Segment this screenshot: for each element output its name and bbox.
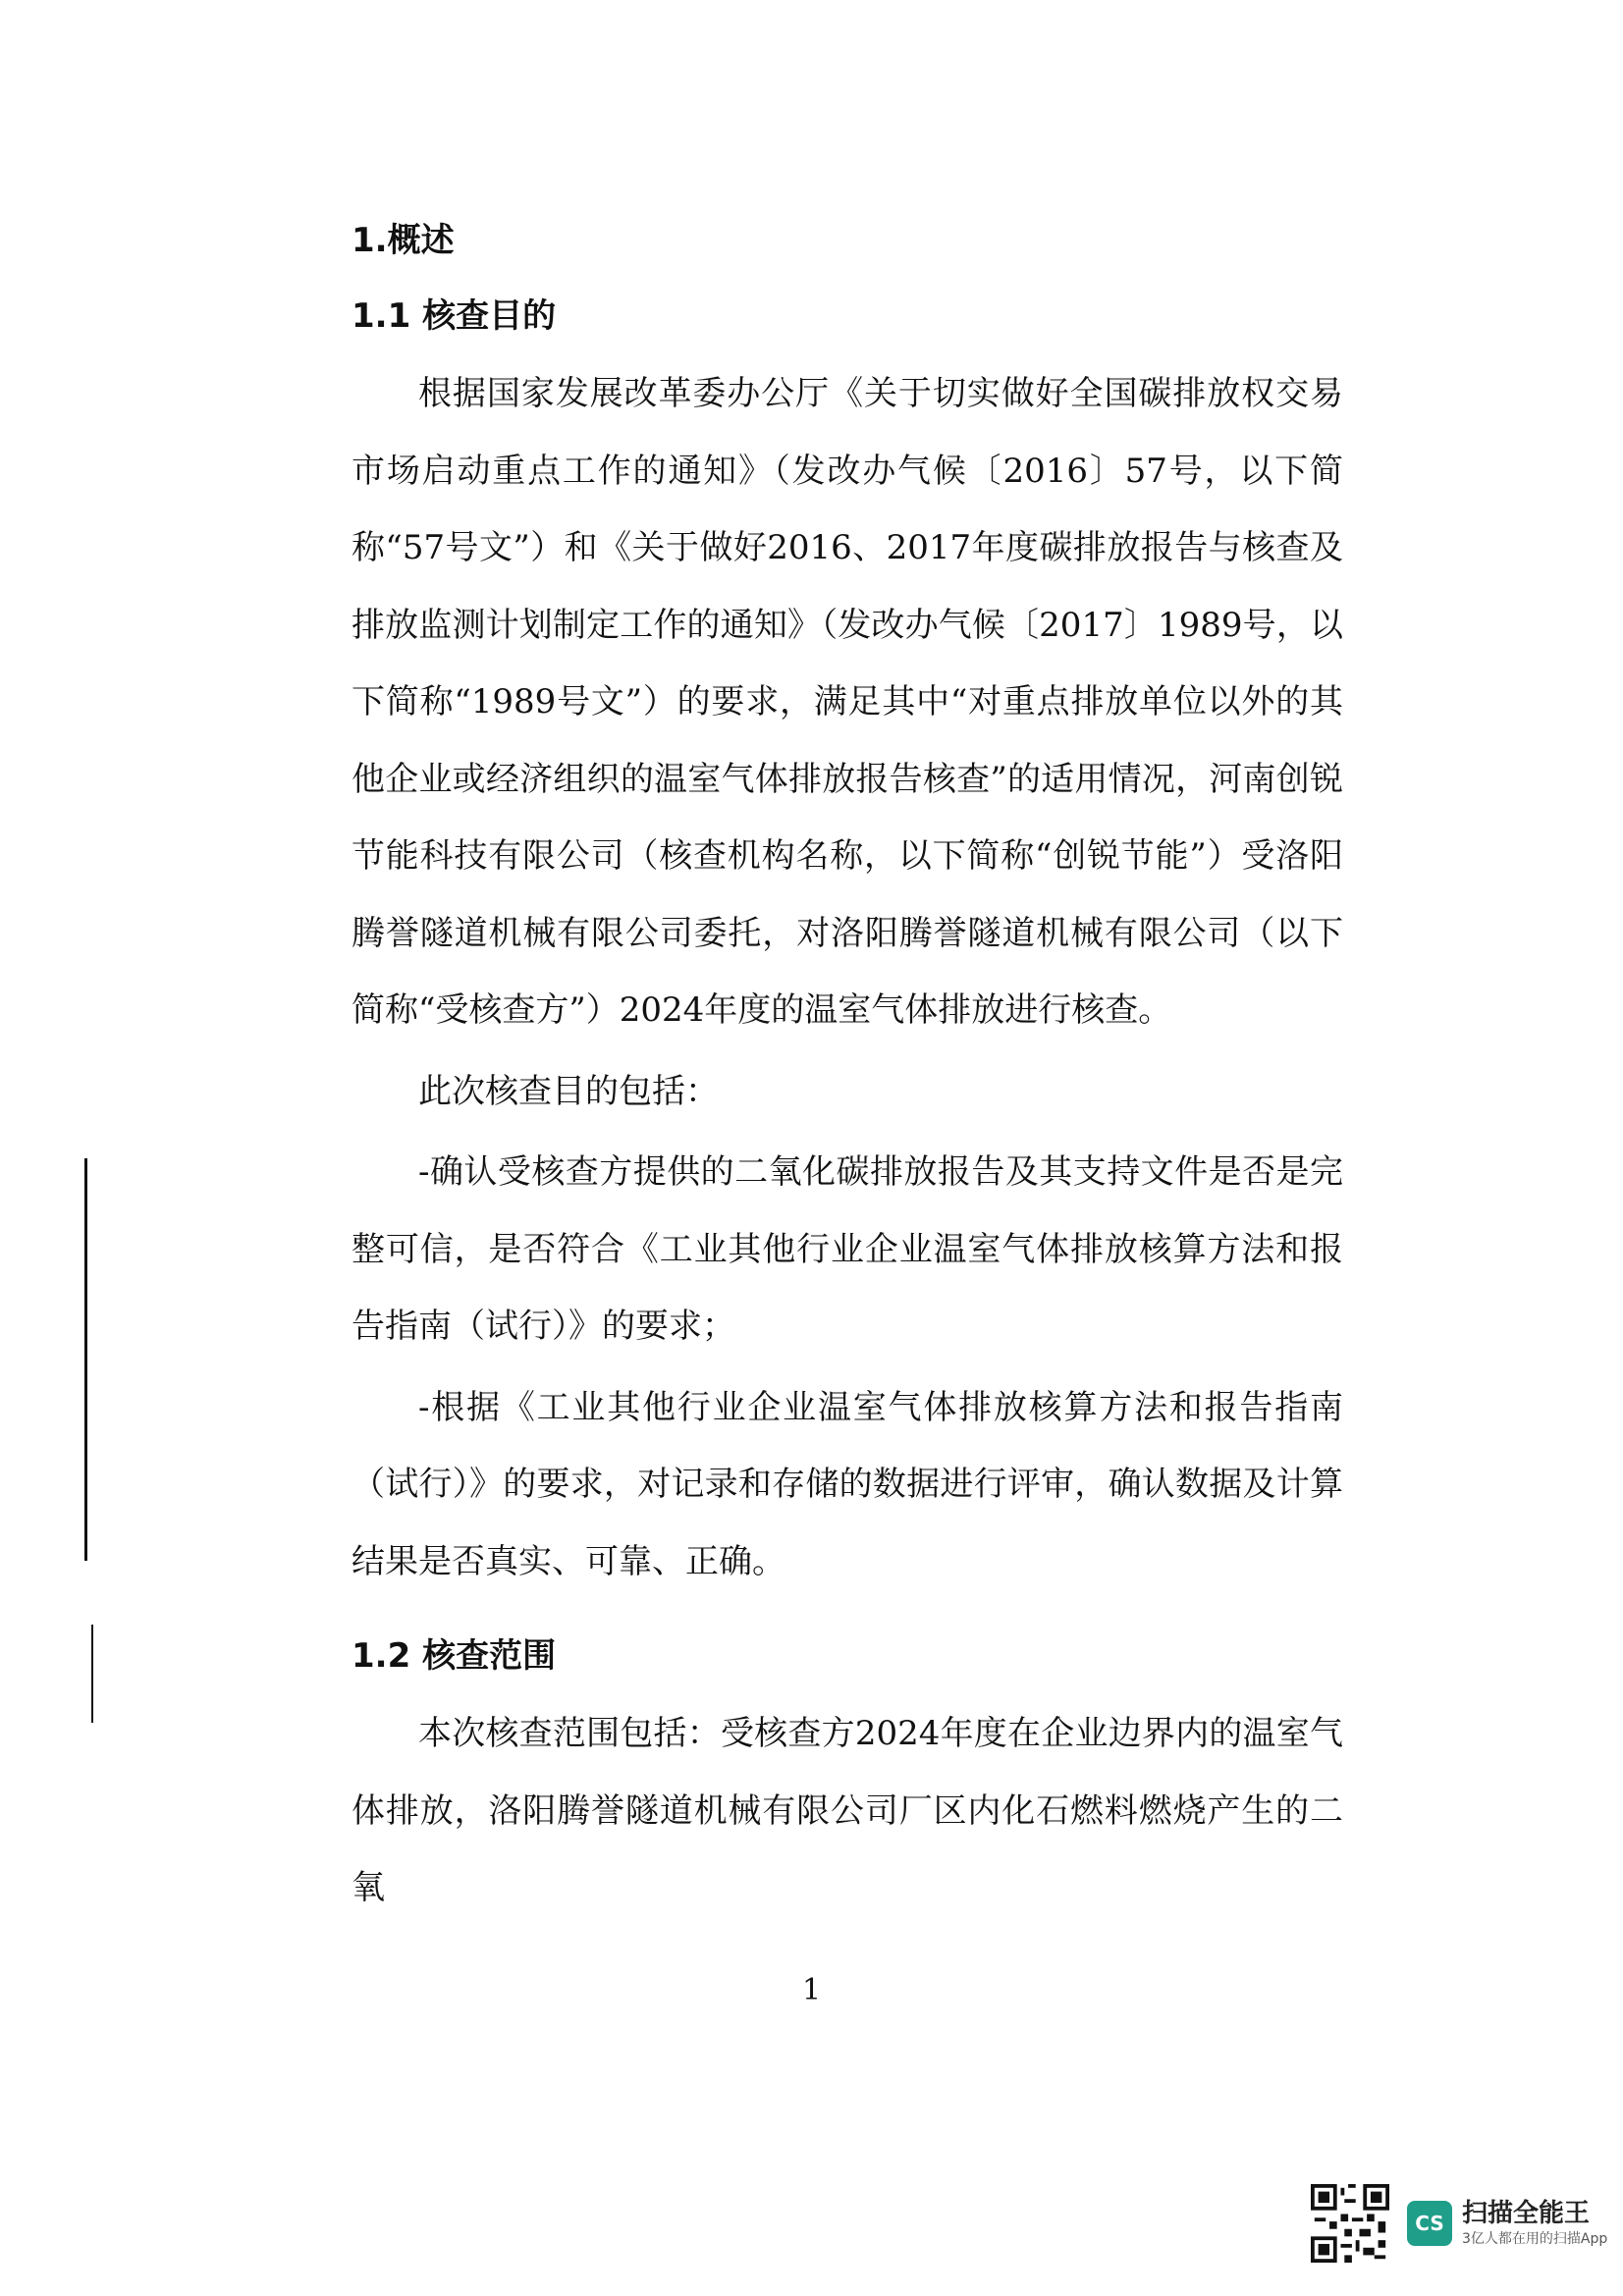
purpose-paragraph-2: 此次核查目的包括： bbox=[418, 1071, 719, 1111]
qr-code-icon bbox=[1311, 2184, 1389, 2263]
purpose-paragraph-1: 根据国家发展改革委办公厅《关于切实做好全国碳排放权交易市场启动重点工作的通知》（发改办气候〔2016〕57号，以下简称“57号文”）和《关于做好2016、2017年度碳排放报告与核查及排放监测计划制定工作的通知》（发改办气候〔2017〕1989号，以下简称“1989号文”）的要求，满足其中“对重点排放单位以外的其他企业或经济组织的温室气体排放报告核查”的适用情况，河南创锐节能科技有限公司（核查机构名称，以下简称“创锐节能”）受洛阳腾誉隧道机械有限公司委托，对洛阳腾誉隧道机械有限公司（以下简称“受核查方”）2024年度的温室气体排放进行核查。 bbox=[352, 374, 1343, 1030]
scanner-watermark bbox=[1311, 2179, 1607, 2268]
scope-paragraph-1: 本次核查范围包括：受核查方2024年度在企业边界内的温室气体排放，洛阳腾誉隧道机械有限公司厂区内化石燃料燃烧产生的二氧 bbox=[352, 1714, 1343, 1907]
section-heading-purpose: 1.1 核查目的 bbox=[352, 296, 557, 336]
scan-edge-mark bbox=[84, 1158, 87, 1561]
purpose-paragraph-3: -确认受核查方提供的二氧化碳排放报告及其支持文件是否是完整可信，是否符合《工业其他行业企业温室气体排放核算方法和报告指南（试行）》的要求； bbox=[352, 1152, 1343, 1346]
section-heading-overview: 1.概述 bbox=[352, 221, 455, 260]
scanner-logo: CS bbox=[1407, 2201, 1452, 2246]
scan-edge-mark bbox=[91, 1625, 93, 1723]
scanner-brand-name: 扫描全能王 bbox=[1462, 2199, 1591, 2228]
purpose-paragraph-4: -根据《工业其他行业企业温室气体排放核算方法和报告指南（试行）》的要求，对记录和存储的数据进行评审，确认数据及计算结果是否真实、可靠、正确。 bbox=[352, 1387, 1343, 1581]
document-body bbox=[352, 221, 1343, 1927]
page-number: 1 bbox=[801, 1973, 822, 2007]
scanner-brand-slogan: 3亿人都在用的扫描App bbox=[1462, 2231, 1608, 2247]
section-heading-scope: 1.2 核查范围 bbox=[352, 1636, 557, 1676]
scanner-brand bbox=[1462, 2198, 1607, 2249]
